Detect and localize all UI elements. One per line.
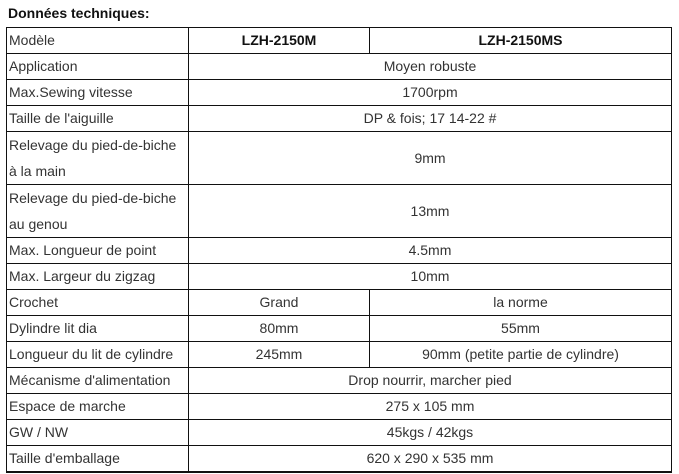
table-row: [7, 368, 672, 394]
row-label: Max. Longueur de point: [7, 238, 189, 264]
row-value: 275 x 105 mm: [189, 394, 672, 420]
row-label: Dylindre lit dia: [7, 316, 189, 342]
row-value: 1700rpm: [189, 80, 672, 106]
table-row: [7, 80, 672, 106]
section-title: Données techniques:: [8, 5, 150, 21]
row-label: Relevage du pied-de-biche à la main: [7, 132, 189, 185]
table-row: [7, 316, 672, 342]
row-label: GW / NW: [7, 420, 189, 446]
row-label: Taille de l'aiguille: [7, 106, 189, 132]
table-row: [7, 185, 672, 238]
header-model-a: LZH-2150M: [189, 28, 370, 54]
table-row: [7, 394, 672, 420]
row-label: Max. Largeur du zigzag: [7, 264, 189, 290]
header-label: Modèle: [7, 28, 189, 54]
row-value: Moyen robuste: [189, 54, 672, 80]
table-row: [7, 238, 672, 264]
row-value-b: 55mm: [370, 316, 672, 342]
row-label: Longueur du lit de cylindre: [7, 342, 189, 368]
row-label: Espace de marche: [7, 394, 189, 420]
row-label: Taille d'emballage: [7, 446, 189, 473]
row-label: Application: [7, 54, 189, 80]
table-header-row: [7, 28, 672, 54]
table-row: [7, 264, 672, 290]
row-value-a: Grand: [189, 290, 370, 316]
row-label: Mécanisme d'alimentation: [7, 368, 189, 394]
row-value-b: la norme: [370, 290, 672, 316]
table-row: [7, 446, 672, 473]
row-value: Drop nourrir, marcher pied: [189, 368, 672, 394]
table-row: [7, 54, 672, 80]
row-label: Crochet: [7, 290, 189, 316]
row-label: Relevage du pied-de-biche au genou: [7, 185, 189, 238]
row-value: 4.5mm: [189, 238, 672, 264]
row-value-a: 80mm: [189, 316, 370, 342]
header-model-b: LZH-2150MS: [370, 28, 672, 54]
row-value: 45kgs / 42kgs: [189, 420, 672, 446]
table-row: [7, 106, 672, 132]
table-row: [7, 132, 672, 185]
table-row: [7, 342, 672, 368]
row-value: DP & fois; 17 14-22 #: [189, 106, 672, 132]
table-row: [7, 420, 672, 446]
row-label: Max.Sewing vitesse: [7, 80, 189, 106]
row-value-a: 245mm: [189, 342, 370, 368]
row-value-b: 90mm (petite partie de cylindre): [370, 342, 672, 368]
table-row: [7, 290, 672, 316]
row-value: 620 x 290 x 535 mm: [189, 446, 672, 473]
row-value: 13mm: [189, 185, 672, 238]
row-value: 9mm: [189, 132, 672, 185]
specs-table: [6, 27, 672, 473]
row-value: 10mm: [189, 264, 672, 290]
